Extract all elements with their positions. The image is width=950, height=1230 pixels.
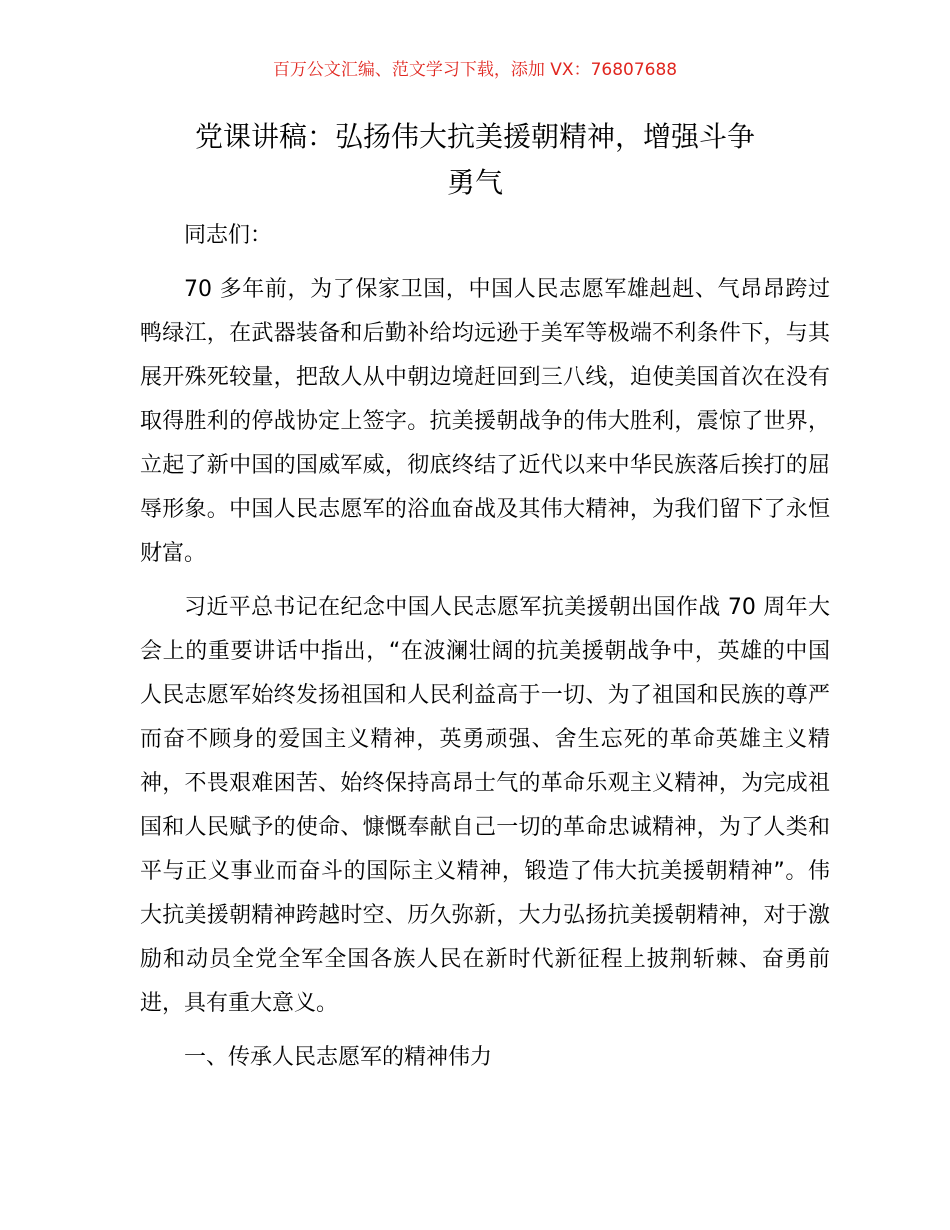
section-heading: 一、传承人民志愿军的精神伟力	[184, 1045, 493, 1070]
header-watermark-note: 百万公文汇编、范文学习下载，添加 VX：76807688	[272, 60, 678, 80]
title-line-1: 党课讲稿：弘扬伟大抗美援朝精神，增强斗争	[194, 120, 755, 153]
title-line-2: 勇气	[446, 166, 503, 199]
paragraph-2: 习近平总书记在纪念中国人民志愿军抗美援朝出国作战 70 周年大会上的重要讲话中指出，“在波澜壮阔的抗美援朝战争中，英雄的中国人民志愿军始终发扬祖国和人民利益高于一切、为了祖国和民族的尊严而奋不顾身的爱国主义精神，英勇顽强、舍生忘死的革命英雄主义精神，不畏艰难困苦、始终保持高昂士气的革命乐观主义精神，为完成祖国和人民赋予的使命、慷慨奉献自己一切的革命忠诚精神，为了人类和平与正义事业而奋斗的国际主义精神，锻造了伟大抗美援朝精神”。伟大抗美援朝精神跨越时空、历久弥新，大力弘扬抗美援朝精神，对于激励和动员全党全军全国各族人民在新时代新征程上披荆斩棘、奋勇前进，具有重大意义。	[140, 595, 830, 1016]
salutation: 同志们：	[184, 223, 273, 248]
paragraph-1: 70 多年前，为了保家卫国，中国人民志愿军雄赳赳、气昂昂跨过鸭绿江，在武器装备和后勤补给均远逊于美军等极端不利条件下，与其展开殊死较量，把敌人从中朝边境赶回到三八线，迫使美国首次在没有取得胜利的停战协定上签字。抗美援朝战争的伟大胜利，震惊了世界，立起了新中国的国威军威，彻底终结了近代以来中华民族落后挨打的屈辱形象。中国人民志愿军的浴血奋战及其伟大精神，为我们留下了永恒财富。	[140, 277, 830, 566]
document-title	[120, 114, 830, 206]
document-body	[140, 214, 830, 1090]
